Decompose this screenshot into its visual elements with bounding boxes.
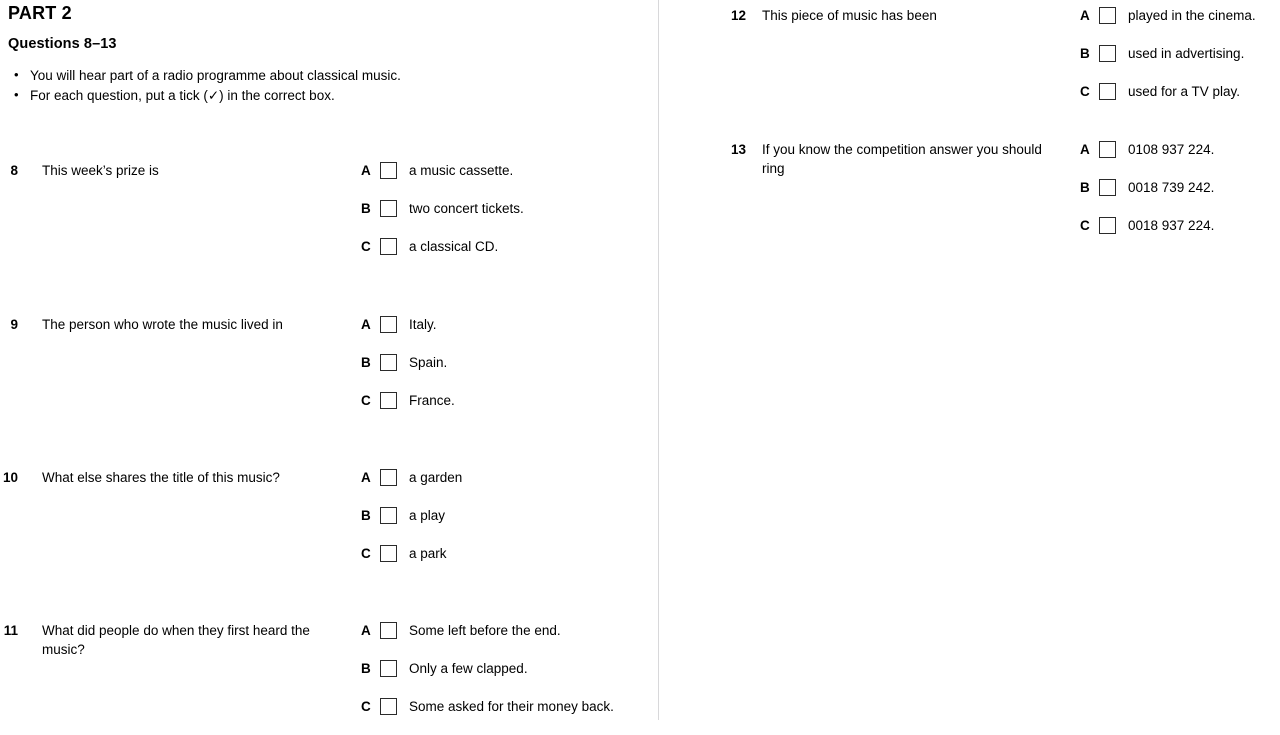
question-number: 9 (10, 317, 18, 332)
option-letter: A (361, 317, 371, 332)
option-letter: B (361, 508, 371, 523)
question-number: 12 (730, 8, 746, 23)
option-letter: C (1080, 84, 1090, 99)
option-label: a play (409, 508, 446, 523)
option-letter: A (361, 470, 371, 485)
right-column (660, 0, 1280, 720)
option-label: France. (409, 393, 455, 408)
column-divider (658, 0, 659, 720)
answer-checkbox[interactable] (380, 507, 397, 524)
option-letter: A (361, 623, 371, 638)
answer-checkbox[interactable] (380, 660, 397, 677)
question-text: The person who wrote the music lived in (42, 317, 283, 332)
option-letter: C (1080, 218, 1090, 233)
option-label: two concert tickets. (409, 201, 524, 216)
option-label: a park (409, 546, 447, 561)
option-label: 0018 739 242. (1128, 180, 1215, 195)
option-letter: C (361, 699, 371, 714)
question-number: 11 (3, 623, 18, 638)
option-label: Some asked for their money back. (409, 699, 614, 714)
question-text: This week’s prize is (42, 163, 159, 178)
option-label: 0108 937 224. (1128, 142, 1215, 157)
answer-checkbox[interactable] (1099, 179, 1116, 196)
answer-checkbox[interactable] (1099, 217, 1116, 234)
option-letter: B (1080, 46, 1090, 61)
answer-checkbox[interactable] (1099, 45, 1116, 62)
question-text: What else shares the title of this music? (42, 470, 280, 485)
answer-checkbox[interactable] (380, 469, 397, 486)
option-label: used in advertising. (1128, 46, 1245, 61)
option-letter: B (361, 355, 371, 370)
instruction-item: • For each question, put a tick (✓) in the correct box. (8, 86, 401, 106)
page-title: PART 2 (8, 3, 72, 23)
option-letter: A (1080, 142, 1090, 157)
answer-checkbox[interactable] (380, 545, 397, 562)
option-letter: C (361, 393, 371, 408)
option-label: played in the cinema. (1128, 8, 1256, 23)
question-number: 10 (2, 470, 18, 485)
answer-checkbox[interactable] (380, 698, 397, 715)
question-number: 13 (730, 142, 746, 157)
option-letter: B (361, 661, 371, 676)
option-letter: B (361, 201, 371, 216)
option-letter: B (1080, 180, 1090, 195)
option-letter: A (1080, 8, 1090, 23)
option-letter: C (361, 239, 371, 254)
option-label: a music cassette. (409, 163, 514, 178)
answer-checkbox[interactable] (380, 238, 397, 255)
option-label: Only a few clapped. (409, 661, 528, 676)
answer-checkbox[interactable] (380, 162, 397, 179)
question-number: 8 (10, 163, 18, 178)
option-label: a garden (409, 470, 463, 485)
answer-checkbox[interactable] (380, 316, 397, 333)
option-label: Spain. (409, 355, 448, 370)
instruction-item: • You will hear part of a radio programme about classical music. (8, 66, 401, 86)
option-label: a classical CD. (409, 239, 499, 254)
instructions-list (8, 66, 401, 105)
answer-checkbox[interactable] (380, 392, 397, 409)
answer-checkbox[interactable] (380, 354, 397, 371)
option-label: Some left before the end. (409, 623, 561, 638)
option-letter: A (361, 163, 371, 178)
option-label: used for a TV play. (1128, 84, 1241, 99)
answer-checkbox[interactable] (1099, 83, 1116, 100)
questions-range-heading: Questions 8–13 (8, 36, 117, 52)
answer-checkbox[interactable] (380, 200, 397, 217)
question-text: What did people do when they first heard the music? (42, 623, 310, 657)
question-text: This piece of music has been (762, 8, 937, 23)
answer-checkbox[interactable] (1099, 7, 1116, 24)
option-label: 0018 937 224. (1128, 218, 1215, 233)
question-text: If you know the competition answer you should ring (762, 142, 1042, 176)
option-label: Italy. (409, 317, 437, 332)
option-letter: C (361, 546, 371, 561)
answer-checkbox[interactable] (380, 622, 397, 639)
answer-checkbox[interactable] (1099, 141, 1116, 158)
